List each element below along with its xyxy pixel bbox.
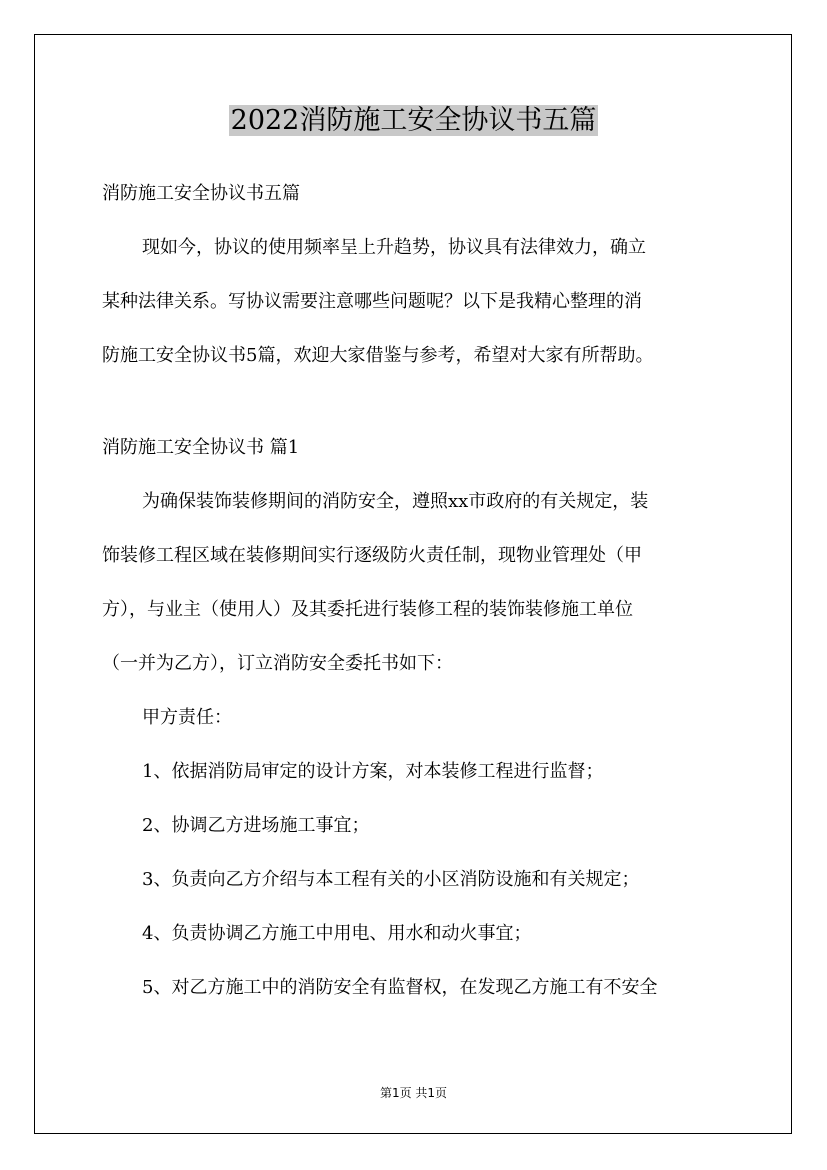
section-line: （一并为乙方），订立消防安全委托书如下： [102,653,453,674]
intro-line: 某种法律关系。写协议需要注意哪些问题呢？以下是我精心整理的消 [102,291,642,312]
section-heading: 消防施工安全协议书 篇1 [102,437,300,458]
document-title [0,102,827,140]
intro-line: 防施工安全协议书5篇，欢迎大家借鉴与参考，希望对大家有所帮助。 [102,345,654,366]
list-item: 2、协调乙方进场施工事宜； [142,815,370,836]
section-line: 方），与业主（使用人）及其委托进行装修工程的装饰装修施工单位 [102,599,633,620]
intro-line: 现如今，协议的使用频率呈上升趋势，协议具有法律效力，确立 [142,237,646,258]
party-a-heading: 甲方责任： [142,707,232,728]
document-body [102,176,730,1006]
intro-heading: 消防施工安全协议书五篇 [102,183,300,204]
section-line: 饰装修工程区域在装修期间实行逐级防火责任制，现物业管理处（甲 [102,545,642,566]
list-item: 3、负责向乙方介绍与本工程有关的小区消防设施和有关规定； [142,869,640,890]
section-line: 为确保装饰装修期间的消防安全，遵照xx市政府的有关规定，装 [142,491,649,512]
list-item: 1、依据消防局审定的设计方案，对本装修工程进行监督； [142,761,604,782]
list-item: 4、负责协调乙方施工中用电、用水和动火事宜； [142,923,532,944]
page-footer: 第1页 共1页 [379,1086,448,1100]
list-item: 5、对乙方施工中的消防安全有监督权，在发现乙方施工有不安全 [142,977,658,998]
paragraph-gap [102,374,730,430]
document-title-text: 2022消防施工安全协议书五篇 [230,105,597,136]
